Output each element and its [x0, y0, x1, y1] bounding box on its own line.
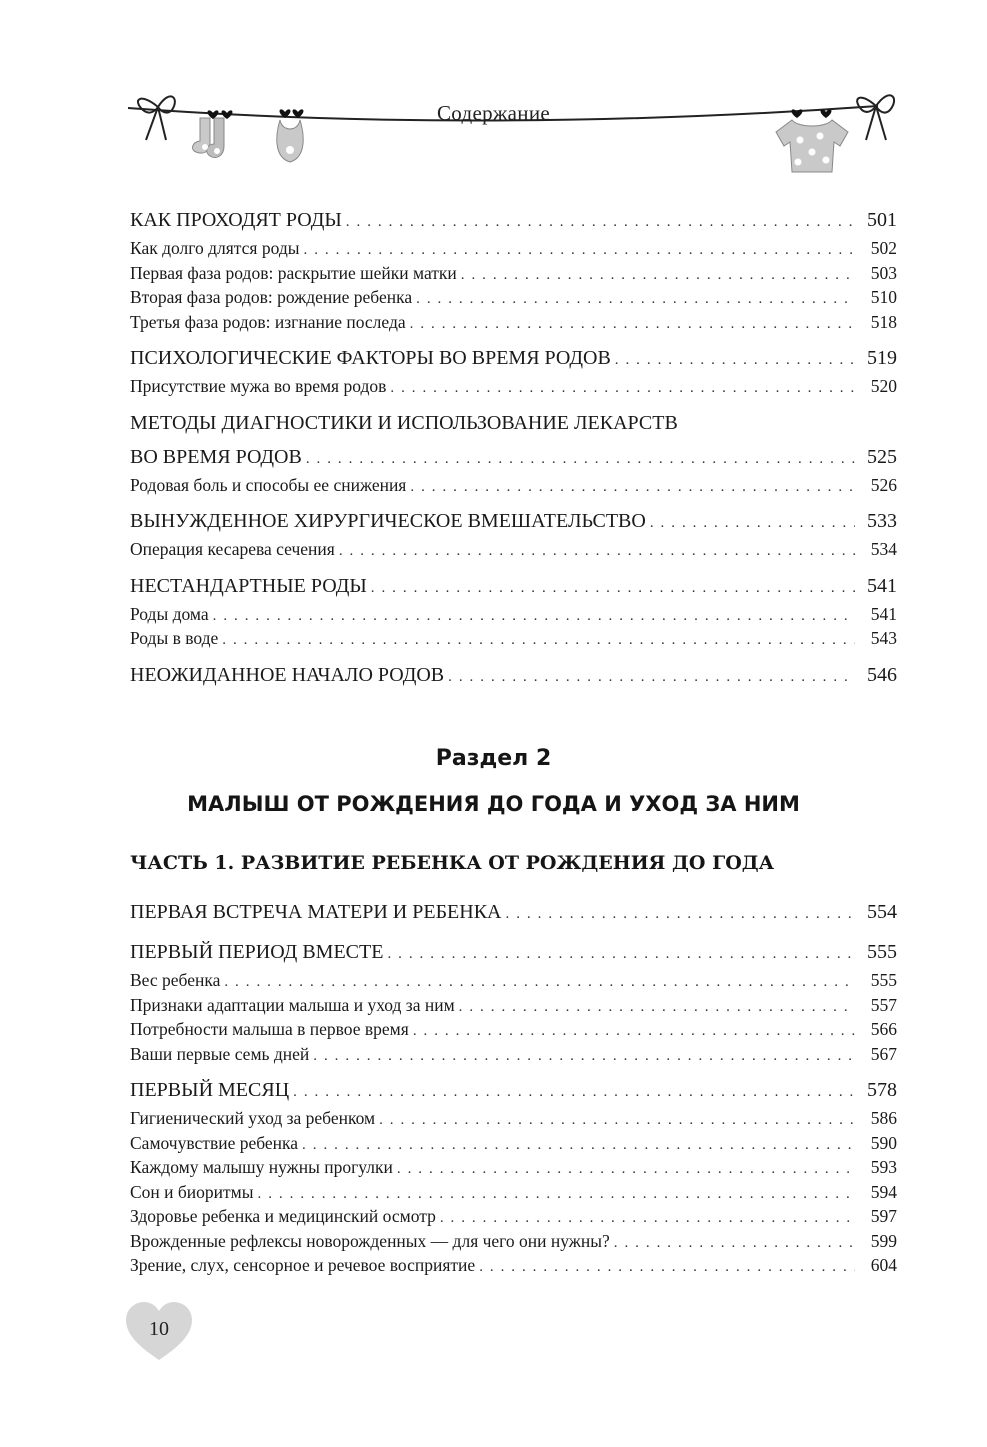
toc-entry-sub[interactable]: [130, 1155, 897, 1180]
toc-entry-title: Как долго длятся роды: [130, 238, 300, 258]
toc-entry-page: 502: [870, 238, 897, 258]
toc-entry-page: 594: [870, 1181, 897, 1202]
dot-leader: [410, 312, 855, 337]
toc-entry-title: Третья фаза родов: изгнание последа: [130, 311, 406, 332]
dot-leader: [379, 1108, 855, 1133]
toc-entry-sub[interactable]: [130, 602, 897, 627]
toc-entry-main[interactable]: [130, 659, 897, 691]
toc-entry-sub[interactable]: [130, 1180, 897, 1205]
toc-entry-main[interactable]: [130, 936, 897, 968]
dot-leader: [615, 344, 855, 376]
dot-leader: [213, 604, 855, 629]
dot-leader: [222, 628, 855, 653]
dot-leader: [339, 539, 855, 564]
toc-entry-page: 597: [870, 1206, 897, 1226]
toc-entry-title: Потребности малыша в первое время: [130, 1019, 409, 1039]
toc-entry-page: 543: [870, 628, 897, 648]
toc-entry-sub[interactable]: [130, 1106, 897, 1131]
toc-entry-sub[interactable]: [130, 1017, 897, 1042]
dot-leader: [346, 206, 855, 238]
toc-entry-main[interactable]: [130, 342, 897, 374]
toc-entry-title: ВО ВРЕМЯ РОДОВ: [130, 445, 302, 468]
toc-entry-title: Родовая боль и способы ее снижения: [130, 474, 407, 495]
dot-leader: [410, 475, 855, 500]
toc-entry-title: ПЕРВЫЙ ПЕРИОД ВМЕСТЕ: [130, 941, 384, 963]
dot-leader: [440, 1206, 855, 1231]
toc-entry-sub[interactable]: [130, 968, 897, 993]
toc-entry-title: ПЕРВАЯ ВСТРЕЧА МАТЕРИ И РЕБЕНКА: [130, 901, 502, 923]
toc-entry-sub[interactable]: [130, 1204, 897, 1229]
toc-entry-sub[interactable]: [130, 1042, 897, 1067]
dot-leader: [461, 263, 855, 288]
page-number: 10: [149, 1318, 169, 1340]
toc-entry-title: Зрение, слух, сенсорное и речевое восприятие: [130, 1255, 476, 1275]
toc-entry-title: Операция кесарева сечения: [130, 539, 335, 559]
part-title: ЧАСТЬ 1. РАЗВИТИЕ РЕБЕНКА ОТ РОЖДЕНИЯ ДО ГОДА: [130, 852, 775, 874]
dot-leader: [448, 661, 855, 693]
toc-entry-sub[interactable]: [130, 993, 897, 1018]
toc-entry-title: Признаки адаптации малыша и уход за ним: [130, 994, 455, 1015]
dot-leader: [371, 572, 855, 604]
toc-entry-sub[interactable]: [130, 537, 897, 562]
toc-entry-sub[interactable]: [130, 236, 897, 261]
toc-entry-page: 541: [870, 603, 897, 624]
toc-entry-sub[interactable]: [130, 310, 897, 335]
clothesline-illustration: [0, 0, 987, 190]
toc-entry-title: Роды в воде: [130, 628, 219, 648]
toc-entry-main[interactable]: [130, 896, 897, 928]
dot-leader: [313, 1044, 855, 1069]
toc-entry-page: 510: [870, 287, 897, 307]
toc-entry-title: Гигиенический уход за ребенком: [130, 1108, 376, 1128]
toc-entry-title: Первая фаза родов: раскрытие шейки матки: [130, 262, 457, 283]
dot-leader: [459, 995, 855, 1020]
toc-entry-page: 503: [870, 262, 897, 283]
toc-entry-page: 525: [867, 445, 897, 468]
toc-entry-page: 534: [870, 539, 897, 559]
toc-entry-page: 578: [867, 1079, 897, 1101]
dot-leader: [479, 1255, 855, 1280]
dot-leader: [416, 287, 855, 312]
toc-entry-title: Сон и биоритмы: [130, 1181, 254, 1202]
toc-entry-page: 604: [870, 1255, 897, 1275]
dot-leader: [304, 238, 855, 263]
dot-leader: [506, 898, 855, 930]
toc-entry-main[interactable]: [130, 204, 897, 236]
toc-entry-title: Самочувствие ребенка: [130, 1132, 299, 1153]
section-title: МАЛЫШ ОТ РОЖДЕНИЯ ДО ГОДА И УХОД ЗА НИМ: [187, 792, 800, 816]
section-label: Раздел 2: [435, 746, 552, 771]
dot-leader: [258, 1182, 855, 1207]
toc-top: [130, 200, 897, 691]
toc-entry-main[interactable]: [130, 1074, 897, 1106]
toc-entry-title: ВЫНУЖДЕННОЕ ХИРУРГИЧЕСКОЕ ВМЕШАТЕЛЬСТВО: [130, 510, 646, 532]
toc-entry-page: 555: [870, 970, 897, 990]
dot-leader: [650, 507, 855, 539]
toc-entry-page: 590: [870, 1132, 897, 1153]
toc-entry-page: 586: [870, 1108, 897, 1128]
toc-entry-sub[interactable]: [130, 1229, 897, 1254]
toc-entry-sub[interactable]: [130, 473, 897, 498]
page-header: [0, 0, 987, 190]
dot-leader: [224, 970, 855, 995]
dot-leader: [302, 1133, 855, 1158]
toc-entry-title: КАК ПРОХОДЯТ РОДЫ: [130, 209, 342, 231]
toc-bottom: [130, 892, 897, 1278]
toc-entry-page: 518: [870, 311, 897, 332]
toc-entry-page: 593: [870, 1157, 897, 1177]
dot-leader: [390, 376, 855, 401]
dot-leader: [413, 1019, 855, 1044]
toc-entry-page: 566: [870, 1019, 897, 1039]
toc-entry-title: Каждому малышу нужны прогулки: [130, 1157, 393, 1177]
toc-entry-sub[interactable]: [130, 285, 897, 310]
toc-entry-title: Роды дома: [130, 603, 209, 624]
toc-entry-page: 501: [867, 209, 897, 231]
toc-entry-title: Здоровье ребенка и медицинский осмотр: [130, 1206, 436, 1226]
toc-entry-page: 519: [867, 347, 897, 369]
toc-entry-page: 557: [870, 994, 897, 1015]
dot-leader: [293, 1076, 855, 1108]
toc-entry-title: НЕОЖИДАННОЕ НАЧАЛО РОДОВ: [130, 663, 445, 686]
toc-entry-title: Присутствие мужа во время родов: [130, 376, 387, 396]
toc-entry-page: 533: [867, 510, 897, 532]
toc-entry-title: НЕСТАНДАРТНЫЕ РОДЫ: [130, 574, 367, 597]
toc-entry-main[interactable]: [130, 570, 897, 602]
toc-entry-title: ПСИХОЛОГИЧЕСКИЕ ФАКТОРЫ ВО ВРЕМЯ РОДОВ: [130, 347, 611, 369]
dot-leader: [614, 1231, 855, 1256]
toc-entry-sub[interactable]: [130, 626, 897, 651]
running-header-title: Содержание: [436, 101, 551, 125]
dot-leader: [387, 938, 855, 970]
toc-entry-title: Вторая фаза родов: рождение ребенка: [130, 287, 413, 307]
toc-entry-page: 546: [867, 663, 897, 686]
toc-entry-sub[interactable]: [130, 1131, 897, 1156]
page-number-badge: [124, 1300, 194, 1362]
toc-entry-title: Врожденные рефлексы новорожденных — для чего они нужны?: [130, 1230, 610, 1251]
toc-entry-page: 555: [867, 941, 897, 963]
toc-entry-page: 541: [867, 574, 897, 597]
toc-entry-sub[interactable]: [130, 1253, 897, 1278]
toc-entry-title: ПЕРВЫЙ МЕСЯЦ: [130, 1079, 290, 1101]
toc-entry-page: 567: [870, 1043, 897, 1064]
toc-entry-sub[interactable]: [130, 261, 897, 286]
dot-leader: [306, 443, 855, 475]
toc-entry-page: 599: [870, 1230, 897, 1251]
toc-entry-page: 554: [867, 901, 897, 923]
toc-entry-title: Вес ребенка: [130, 970, 221, 990]
toc-entry-title: Ваши первые семь дней: [130, 1043, 310, 1064]
toc-entry-main-line1[interactable]: МЕТОДЫ ДИАГНОСТИКИ И ИСПОЛЬЗОВАНИЕ ЛЕКАРСТВ: [130, 411, 678, 434]
toc-entry-main[interactable]: [130, 505, 897, 537]
toc-entry-page: 526: [870, 474, 897, 495]
dot-leader: [397, 1157, 855, 1182]
toc-entry-main[interactable]: [130, 441, 897, 473]
toc-entry-page: 520: [870, 376, 897, 396]
toc-entry-sub[interactable]: [130, 374, 897, 399]
